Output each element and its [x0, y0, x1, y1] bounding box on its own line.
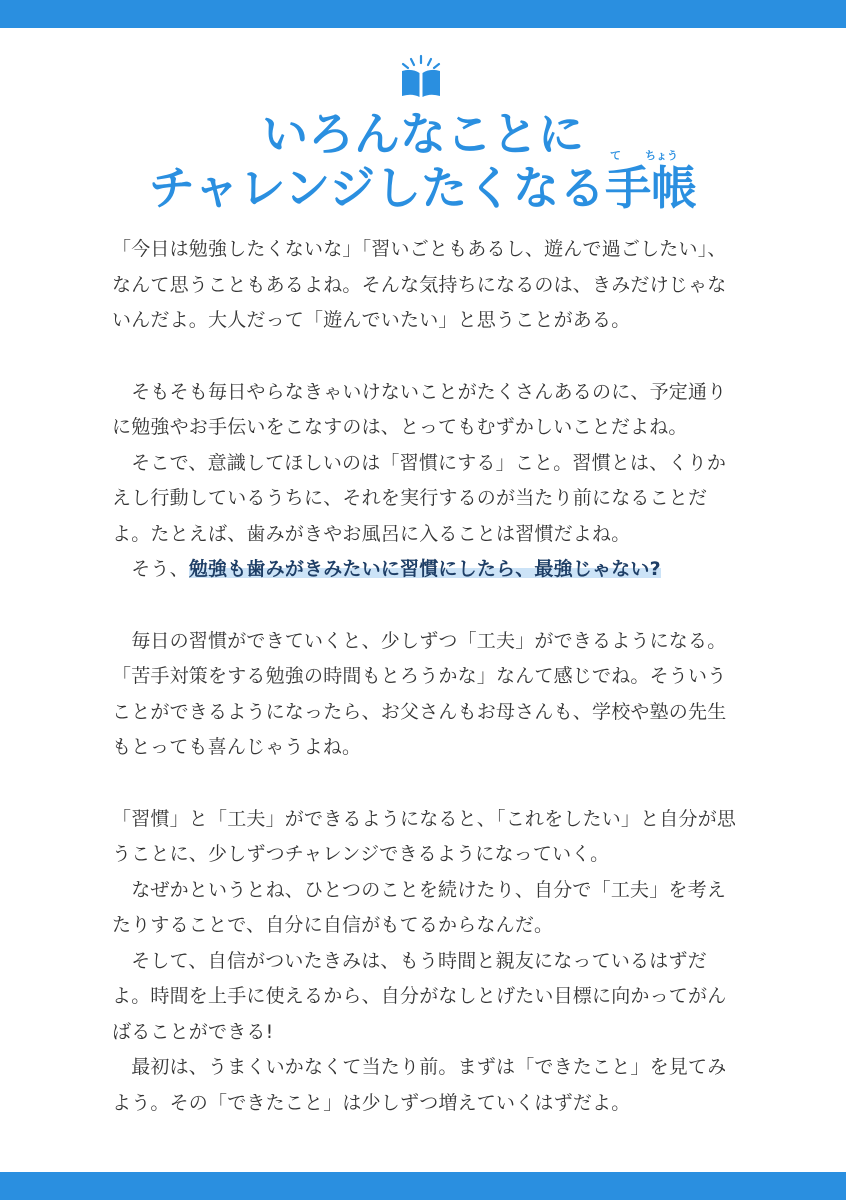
highlighted-sentence: 勉強も歯みがきみたいに習慣にしたら、最強じゃない? — [188, 558, 661, 580]
paragraph-6: なぜかというとね、ひとつのことを続けたり、自分で「工夫」を考えたりすることで、自分に自信がもてるからなんだ。 — [112, 878, 727, 936]
title-line-1: いろんなことに — [262, 107, 584, 161]
paragraph-7: そして、自信がついたきみは、もう時間と親友になっているはずだよ。時間を上手に使えるから、自分がなしとげたい目標に向かってがんばることができる! — [112, 949, 727, 1043]
highlight-paragraph — [112, 552, 742, 588]
paragraph-spacer — [112, 766, 742, 802]
highlight-prefix: そう、 — [112, 558, 189, 580]
title-ruby-te: て — [610, 149, 621, 162]
book-icon — [397, 54, 445, 102]
paragraph-4: 毎日の習慣ができていくと、少しずつ「工夫」ができるようになる。「苦手対策をする勉強の時間もとろうかな」なんて感じでね。そういうことができるようになったら、お父さんもお母さんも、学校や塾の先生もとっても喜んじゃうよね。 — [112, 629, 727, 758]
bottom-accent-bar — [0, 1172, 846, 1200]
paragraph-3: そこで、意識してほしいのは「習慣にする」こと。習慣とは、くりかえし行動しているうちに、それを実行するのが当たり前になることだよ。たとえば、歯みがきやお風呂に入ることは習慣だよね。 — [112, 451, 727, 545]
paragraph-5: 「習慣」と「工夫」ができるようになると、「これをしたい」と自分が思うことに、少しずつチャレンジできるようになっていく。 — [112, 807, 737, 865]
body-text — [112, 232, 742, 1121]
paragraph-1: 「今日は勉強したくないな」「習いごともあるし、遊んで過ごしたい」、なんて思うこともあるよね。そんな気持ちになるのは、きみだけじゃないんだよ。大人だって「遊んでいたい」と思うことがある。 — [112, 238, 727, 331]
top-accent-bar — [0, 0, 846, 28]
paragraph-2: そもそも毎日やらなきゃいけないことがたくさんあるのに、予定通りに勉強やお手伝いをこなすのは、とってもむずかしいことだよね。 — [112, 380, 727, 438]
paragraph-spacer — [112, 339, 742, 375]
title-line-2: チャレンジしたくなる手帳 — [148, 161, 698, 215]
paragraph-8: 最初は、うまくいかなくて当たり前。まずは「できたこと」を見てみよう。その「できたこと」は少しずつ増えていくはずだよ。 — [112, 1056, 727, 1114]
paragraph-spacer — [112, 588, 742, 624]
title-ruby-chou: ちょう — [645, 149, 678, 162]
